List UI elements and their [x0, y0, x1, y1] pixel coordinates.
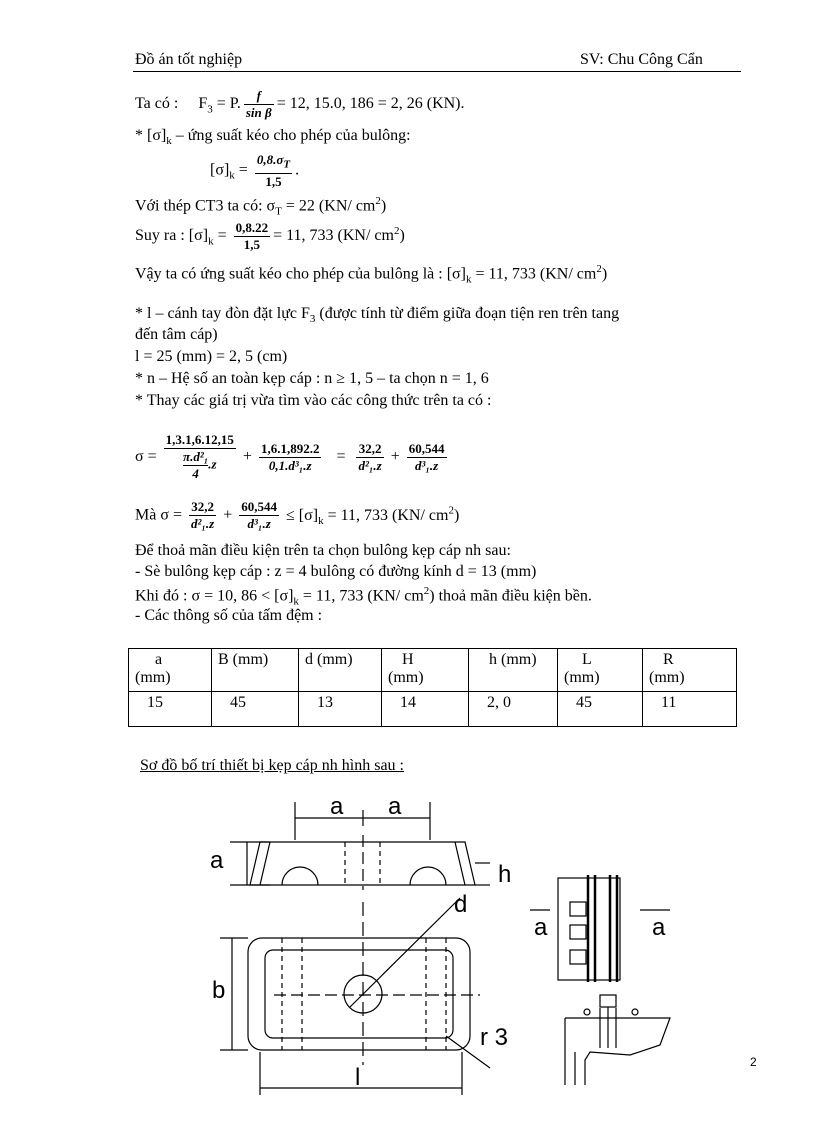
dim-label-a: a: [210, 847, 224, 874]
lever-arm-line: * l – cánh tay đòn đặt lực $F_3$ (được tính từ điểm giữa đoạn tiện ren trên tang: [135, 305, 620, 326]
strength-check-line: Khi đó : σ = 10, $86 < [\sigma]_k = 11$, 733 (KN/ $cm^2$) thoả mãn điều kiện bền.: [135, 585, 592, 608]
table-header-cell: L (mm): [558, 649, 643, 692]
dim-label-a: a: [330, 793, 344, 820]
safety-factor-line: * n – Hệ số an toàn kẹp cáp : n ≥ 1, 5 – ta chọn n = 1, 6: [135, 370, 489, 387]
lever-arm-line-2: đến tâm cáp): [135, 326, 218, 343]
table-cell: 13: [299, 692, 382, 727]
dim-label-a: a: [388, 793, 402, 820]
header-rule: [133, 71, 741, 72]
table-row: [129, 692, 737, 727]
ct3-steel-line: Với thép CT3 ta có: $\sigma_T = 22$ (KN/ $cm^2$): [135, 195, 387, 218]
gasket-params-line: - Các thông số của tấm đệm :: [135, 607, 323, 624]
table-cell: 2, 0: [469, 692, 558, 727]
section-label-a: a: [534, 914, 548, 941]
table-header-cell: a (mm): [129, 649, 212, 692]
sigma-k-formula: $[\sigma]_k$ = $\frac{0,8.\sigma_T}{1,5}$ .: [210, 152, 300, 189]
page-number: 2: [750, 1055, 757, 1069]
allowable-stress-line: Vậy ta có ứng suất kéo cho phép của bulông là : $[\sigma]_k = 11$, 733 (KN/ $cm^2$): [135, 263, 608, 286]
diagram-caption: Sơ đồ bố trí thiết bị kẹp cáp nh hình sau :: [140, 757, 404, 774]
choose-bolt-line: Để thoả mãn điều kiện trên ta chọn bulông kẹp cáp nh sau:: [135, 542, 511, 559]
sigma-k-result: Suy ra : $[\sigma]_k$ = $\frac{0,8.22}{1,5}$ = 11, 733 (KN/ $cm^2$): [135, 220, 405, 252]
dim-label-r3: r 3: [480, 1024, 509, 1051]
table-header-cell: B (mm): [212, 649, 299, 692]
table-header-row: [129, 649, 737, 692]
ma-inequality: Mà σ = $\frac{32,2}{\text{d²₁.z}}$ + $\frac{60,544}{\text{d³₁.z}}$ ≤ $[\sigma]_k = 11$, 733 (KN/ $cm^2$): [135, 499, 460, 531]
table-header-cell: h (mm): [469, 649, 558, 692]
table-header-cell: R (mm): [643, 649, 737, 692]
table-header-cell: H (mm): [382, 649, 469, 692]
sigma-k-definition: * $[\sigma]_k$ – ứng suất kéo cho phép của bulông:: [135, 127, 411, 148]
gasket-params-table: [128, 648, 737, 727]
table-cell: 45: [558, 692, 643, 727]
dim-label-d: d: [454, 891, 468, 918]
table-cell: 15: [129, 692, 212, 727]
clamp-elevation-view: [230, 802, 490, 890]
header-left: Đồ án tốt nghiệp: [135, 51, 243, 68]
section-label-a: a: [652, 914, 666, 941]
dim-label-b: b: [212, 977, 226, 1004]
dim-label-l: l: [355, 1064, 361, 1091]
table-cell: 45: [212, 692, 299, 727]
dim-label-h: h: [498, 861, 512, 888]
header-right: SV: Chu Công Cẩn: [580, 51, 703, 68]
substitute-line: * Thay các giá trị vừa tìm vào các công thức trên ta có :: [135, 392, 492, 409]
clamp-section-view: [530, 875, 670, 1085]
equation-f3: Ta có : $F_3 = P$. $\frac{f}{\text{sin β}}$ = 12, 15.0, 186 = 2, 26 (KN).: [135, 88, 465, 120]
sigma-equation: σ = 1,3.1,6.12,15 $\frac{\text{π.d²₁}}{4}$ .z + $\frac{1,6.1,892.2}{\text{0,1.d³₁.z}}$ = $\frac{32,2}{\text{d²₁.z}}$ + $\frac{60,544}{\text{d³₁.z}}$: [135, 432, 445, 481]
table-cell: 14: [382, 692, 469, 727]
table-cell: 11: [643, 692, 737, 727]
table-header-cell: d (mm): [299, 649, 382, 692]
clamp-diagram: [190, 790, 690, 1110]
lever-arm-value: l = 25 (mm) = 2, 5 (cm): [135, 348, 288, 365]
bolt-count-line: - Sè bulông kẹp cáp : z = 4 bulông có đường kính d = 13 (mm): [135, 563, 537, 580]
